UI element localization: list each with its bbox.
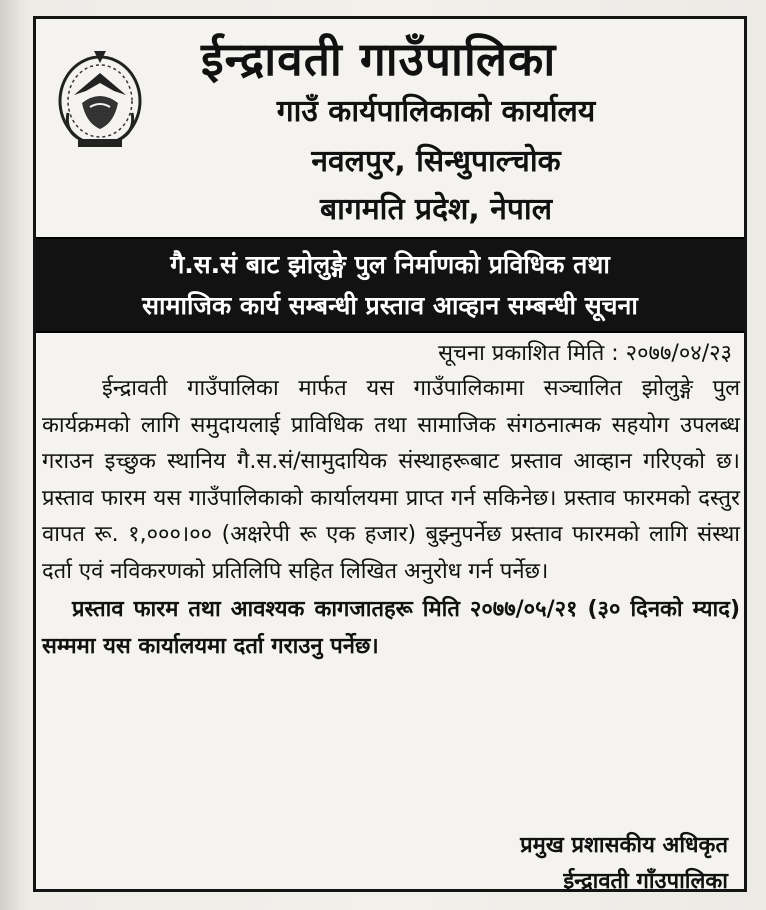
office-name: गाउँ कार्यपालिकाको कार्यालय bbox=[276, 94, 596, 129]
page-edge bbox=[0, 0, 18, 910]
notice-banner bbox=[36, 237, 744, 333]
banner-line-1: गै.स.सं बाट झोलुङ्गे पुल निर्माणको प्रविधिक तथा bbox=[170, 250, 610, 279]
published-date: सूचना प्रकाशित मिति : २०७७/०४/२३ bbox=[438, 341, 732, 366]
municipality-title: ईन्द्रावती गाउँपालिका bbox=[201, 32, 557, 86]
banner-line-2: सामाजिक कार्य सम्बन्धी प्रस्ताव आव्हान सम्बन्धी सूचना bbox=[142, 291, 638, 320]
notice-body bbox=[42, 371, 740, 665]
office-province: बागमति प्रदेश, नेपाल bbox=[319, 192, 553, 227]
notice-box bbox=[33, 16, 747, 892]
signatory-office: ईन्द्रावती गाँउपालिका bbox=[563, 869, 728, 894]
notice-paragraph-2: प्रस्ताव फारम तथा आवश्यक कागजातहरू मिति २०७७/०५/२१ (३० दिनको म्याद) सम्ममा यस कार्यालयमा दर्ता गराउनु पर्नेछ। bbox=[42, 597, 740, 659]
notice-paragraph-1: ईन्द्रावती गाउँपालिका मार्फत यस गाउँपालिकामा सञ्चालित झोलुङ्गे पुल कार्यक्रमको लागि समुदायलाई प्राविधिक तथा सामाजिक संगठनात्मक सहयोग उपलब्ध गराउन इच्छुक स्थानिय गै.स.सं/सामुदायिक संस्थाहरूबाट प्रस्ताव आव्हान गरिएको छ। प्रस्ताव फारम यस गाउँपालिकाको कार्यालयमा प्राप्त गर्न सकिनेछ। प्रस्ताव फारमको दस्तुर वापत रू. १,०००।०० (अक्षरेपी रू एक हजार) बुझ्नुपर्नेछ प्रस्ताव फारमको लागि संस्था दर्ता एवं नविकरणको प्रतिलिपि सहित लिखित अनुरोध गर्न पर्नेछ। bbox=[42, 376, 740, 584]
signatory-designation: प्रमुख प्रशासकीय अधिकृत bbox=[520, 833, 728, 858]
office-location: नवलपुर, सिन्धुपाल्चोक bbox=[311, 144, 561, 179]
